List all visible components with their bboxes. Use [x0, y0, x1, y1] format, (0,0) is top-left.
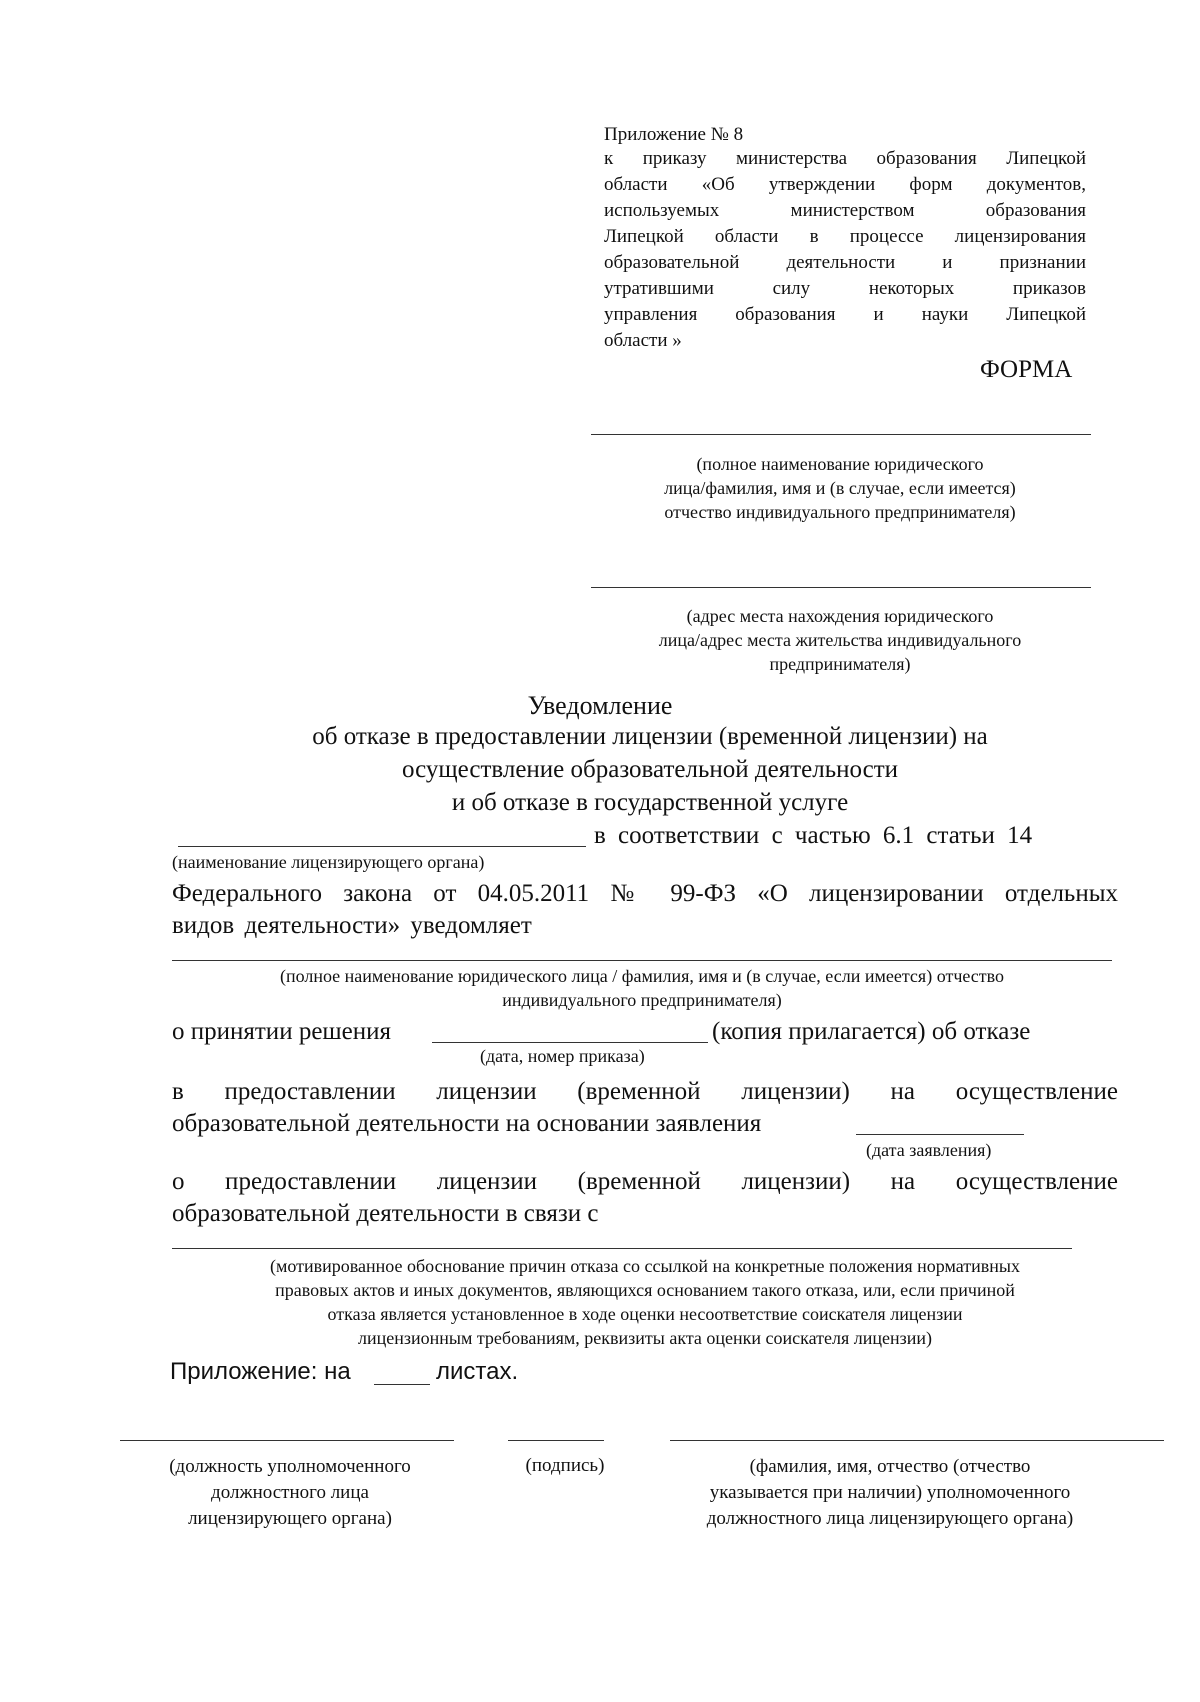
addressee-name-line[interactable]	[591, 434, 1091, 435]
appendix-line: области «Об утверждении форм документов,	[604, 174, 1086, 195]
attachment-right: листах.	[436, 1358, 519, 1385]
signature-line[interactable]	[508, 1440, 604, 1441]
application-line: образовательной деятельности на основании заявления	[172, 1110, 762, 1137]
order-line[interactable]	[432, 1042, 708, 1043]
appendix-line: Липецкой области в процессе лицензирования	[604, 226, 1086, 247]
authority-line[interactable]	[178, 846, 586, 847]
appendix-line: к приказу министерства образования Липецкой	[604, 148, 1086, 169]
attachment-left: Приложение: на	[170, 1358, 351, 1385]
decision-left: о принятии решения	[172, 1018, 392, 1045]
reason-caption: (мотивированное обоснование причин отказа со ссылкой на конкретные положения нормативных правовых актов и иных документов, являющихся основанием такого отказа, или, если причиной отказа является установленное в ходе оценки несоответствие соискателя лицензии лицензионным требованиям, реквизиты акта оценки соискателя лицензии)	[270, 1256, 1020, 1348]
order-caption: (дата, номер приказа)	[480, 1046, 645, 1066]
applicant-caption: (полное наименование юридического лица / фамилия, имя и (в случае, если имеется) отчество индивидуального предпринимателя)	[279, 966, 1005, 1010]
decision-right: (копия прилагается) об отказе	[712, 1018, 1031, 1045]
notice-title: Уведомление	[527, 691, 673, 720]
form-label: ФОРМА	[980, 356, 1073, 383]
notice-subtitle-line: и об отказе в государственной услуге	[451, 789, 849, 816]
signature-caption: (подпись)	[525, 1455, 605, 1476]
position-line[interactable]	[120, 1440, 454, 1441]
addressee-name-caption: (полное наименование юридического лица/фамилия, имя и (в случае, если имеется) отчество индивидуального предпринимателя)	[664, 454, 1016, 522]
application-date-line[interactable]	[856, 1134, 1024, 1135]
authority-caption: (наименование лицензирующего органа)	[172, 852, 485, 872]
appendix-title: Приложение № 8	[604, 124, 744, 145]
full-name-caption: (фамилия, имя, отчество (отчество указывается при наличии) уполномоченного должностного лица лицензирующего органа)	[706, 1456, 1074, 1529]
accordance-text: в соответствии с частью 6.1 статьи 14	[594, 822, 1033, 849]
addressee-address-line[interactable]	[591, 587, 1091, 588]
appendix-line: утратившими силу некоторых приказов	[604, 278, 1086, 299]
sheet-count-line[interactable]	[374, 1384, 430, 1385]
full-name-line[interactable]	[670, 1440, 1164, 1441]
appendix-line: управления образования и науки Липецкой	[604, 304, 1086, 325]
refusal-line: в предоставлении лицензии (временной лицензии) на осуществление	[172, 1078, 1118, 1105]
appendix-line: используемых министерством образования	[604, 200, 1086, 221]
notifies-line: видов деятельности» уведомляет	[172, 912, 532, 939]
reason-line: образовательной деятельности в связи с	[172, 1200, 599, 1227]
notice-subtitle-line: осуществление образовательной деятельности	[401, 756, 899, 783]
reason-field-line[interactable]	[172, 1248, 1072, 1249]
notice-subtitle-line: об отказе в предоставлении лицензии (временной лицензии) на	[312, 723, 988, 750]
applicant-line[interactable]	[172, 960, 1112, 961]
application-date-caption: (дата заявления)	[866, 1140, 992, 1160]
appendix-last-line: области »	[604, 330, 682, 351]
position-caption: (должность уполномоченного должностного лица лицензирующего органа)	[169, 1456, 411, 1529]
provision-line: о предоставлении лицензии (временной лицензии) на осуществление	[172, 1168, 1118, 1195]
appendix-line: образовательной деятельности и признании	[604, 252, 1086, 273]
addressee-address-caption: (адрес места нахождения юридического лица/адрес места жительства индивидуального предпринимателя)	[658, 606, 1022, 674]
law-line: Федерального закона от 04.05.2011 № 99-ФЗ «О лицензировании отдельных	[172, 880, 1118, 907]
